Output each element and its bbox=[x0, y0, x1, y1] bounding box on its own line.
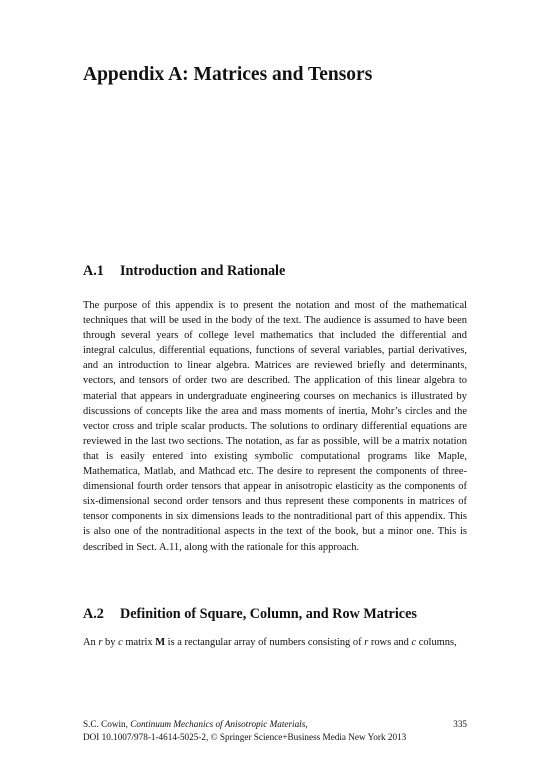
variable-M: M bbox=[155, 637, 166, 648]
text-run: An bbox=[83, 637, 99, 648]
variable-r: r bbox=[98, 637, 103, 648]
footer-author: S.C. Cowin, bbox=[83, 719, 131, 729]
text-run: by bbox=[102, 637, 119, 648]
text-run: columns, bbox=[416, 637, 457, 648]
section-number: A.2 bbox=[83, 606, 104, 622]
text-run: is a rectangular array of numbers consisting of bbox=[165, 637, 365, 648]
footer-author-title bbox=[83, 718, 308, 731]
chapter-title: Appendix A: Matrices and Tensors bbox=[83, 64, 373, 85]
section-title: Introduction and Rationale bbox=[120, 263, 286, 279]
section-heading-matrices-definition bbox=[83, 605, 417, 623]
section-title: Definition of Square, Column, and Row Matrices bbox=[120, 606, 417, 622]
footer-book-title: Continuum Mechanics of Anisotropic Materials bbox=[130, 719, 306, 729]
text-run: , bbox=[305, 719, 308, 729]
section-heading-introduction bbox=[83, 262, 285, 280]
variable-c: c bbox=[118, 637, 123, 648]
page-number: 335 bbox=[453, 719, 467, 729]
variable-c: c bbox=[411, 637, 417, 648]
text-run: matrix bbox=[122, 637, 156, 648]
introduction-paragraph: The purpose of this appendix is to present the notation and most of the mathematical techniques that will be used in the body of the text. The audience is assumed to have been through several years of college level mathematics that included the differential and integral calculus, differential equations, functions of several variables, partial derivatives, and an introduction to linear algebra. Matrices are reviewed briefly and determinants, vectors, and tensors of order two are described. The application of this linear algebra to material that appears in undergraduate engineering courses on mechanics is illustrated by discussions of concepts like the area and mass moments of inertia, Mohr’s circles and the vector cross and triple scalar products. The solutions to ordinary differential equations are reviewed in the last two sections. The notation, as far as possible, will be a matrix notation that is easily entered into existing symbolic computational programs like Maple, Mathematica, Matlab, and Mathcad etc. The desire to represent the components of three-dimensional fourth order tensors that appear in anisotropic elasticity as the components of six-dimensional second order tensors and thus represent these components in matrices of tensor components in six dimensions leads to the nontraditional part of this appendix. This is also one of the nontraditional aspects in the text of the book, but a minor one. This is described in Sect. A.11, along with the rationale for this approach. bbox=[83, 300, 467, 553]
section-number: A.1 bbox=[83, 263, 104, 279]
matrix-definition-paragraph bbox=[83, 635, 467, 650]
footer-doi-text: DOI 10.1007/978-1-4614-5025-2, © Springer Science+Business Media New York 2013 bbox=[83, 732, 407, 742]
text-run: rows and bbox=[368, 637, 412, 648]
variable-r: r bbox=[364, 637, 369, 648]
